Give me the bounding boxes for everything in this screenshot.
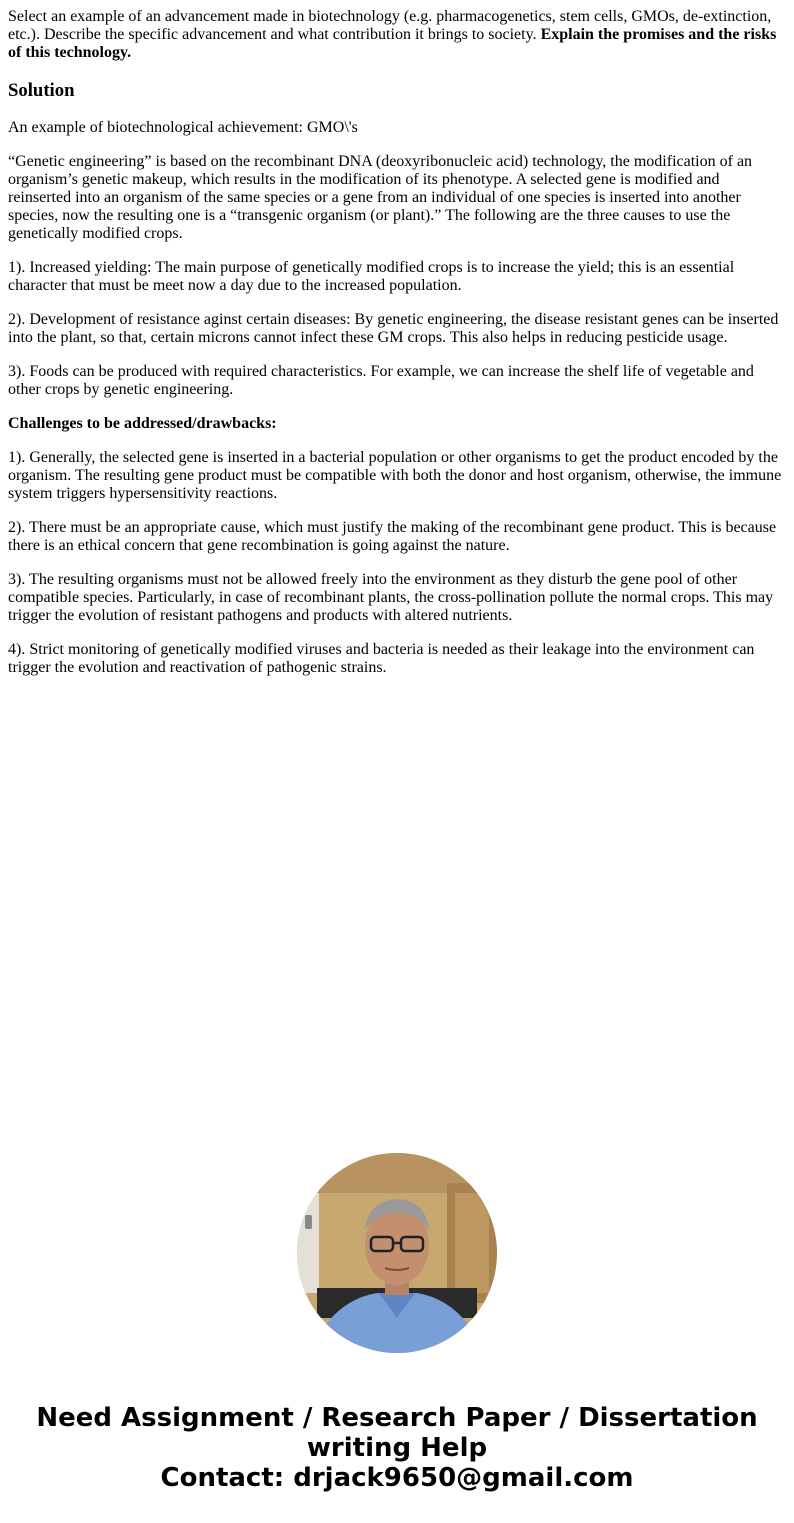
- question-intro: Select an example of an advancement made in biotechnology (e.g. pharmacogenetics, stem cells, GMOs, de-extinction, etc.). Describe the specific advancement and what contribution it brings to society.: [8, 8, 772, 43]
- promo-line: writing Help: [306, 1433, 488, 1463]
- portrait-photo: [297, 1153, 497, 1353]
- document-body: [8, 8, 784, 693]
- challenge-item: 3). The resulting organisms must not be allowed freely into the environment as they disturb the gene pool of other compatible species. Particularly, in case of recombinant plants, the cross-pollination pollute the normal crops. This may trigger the evolution of resistant pathogens and products with altered nutrients.: [8, 571, 774, 624]
- challenge-item: 4). Strict monitoring of genetically modified viruses and bacteria is needed as their leakage into the environment can trigger the evolution and reactivation of pathogenic strains.: [8, 641, 755, 676]
- promo-line: Need Assignment / Research Paper / Dissertation: [36, 1403, 758, 1433]
- solution-paragraph: An example of biotechnological achievement: GMO\'s: [8, 119, 358, 136]
- solution-paragraph: 1). Increased yielding: The main purpose of genetically modified crops is to increase the yield; this is an essential character that must be meet now a day due to the increased population.: [8, 259, 735, 294]
- promo-contact: Contact: drjack9650@gmail.com: [160, 1463, 634, 1493]
- solution-paragraph: 2). Development of resistance aginst certain diseases: By genetic engineering, the disease resistant genes can be inserted into the plant, so that, certain microns cannot infect these GM crops. This also helps in reducing pesticide usage.: [8, 311, 779, 346]
- avatar: [297, 1153, 497, 1353]
- solution-paragraph: “Genetic engineering” is based on the recombinant DNA (deoxyribonucleic acid) technology, the modification of an organism’s genetic makeup, which results in the modification of its phenotype. A selected gene is modified and reinserted into an organism of the same species or a gene from an individual of one species is inserted into another species, now the resulting one is a “transgenic organism (or plant).” The following are the three causes to use the genetically modified crops.: [8, 153, 753, 242]
- challenge-item: 1). Generally, the selected gene is inserted in a bacterial population or other organisms to get the product encoded by the organism. The resulting gene product must be compatible with both the donor and host organism, otherwise, the immune system triggers hypersensitivity reactions.: [8, 449, 782, 502]
- challenge-item: 2). There must be an appropriate cause, which must justify the making of the recombinant gene product. This is because there is an ethical concern that gene recombination is going against the nature.: [8, 519, 777, 554]
- question-text: [8, 8, 784, 62]
- promo-banner: [0, 1403, 794, 1493]
- solution-heading: Solution: [8, 80, 75, 101]
- challenges-heading: Challenges to be addressed/drawbacks:: [8, 415, 277, 432]
- question-emphasis: Explain the promises and the risks of this technology.: [8, 26, 777, 61]
- solution-paragraph: 3). Foods can be produced with required characteristics. For example, we can increase the shelf life of vegetable and other crops by genetic engineering.: [8, 363, 754, 398]
